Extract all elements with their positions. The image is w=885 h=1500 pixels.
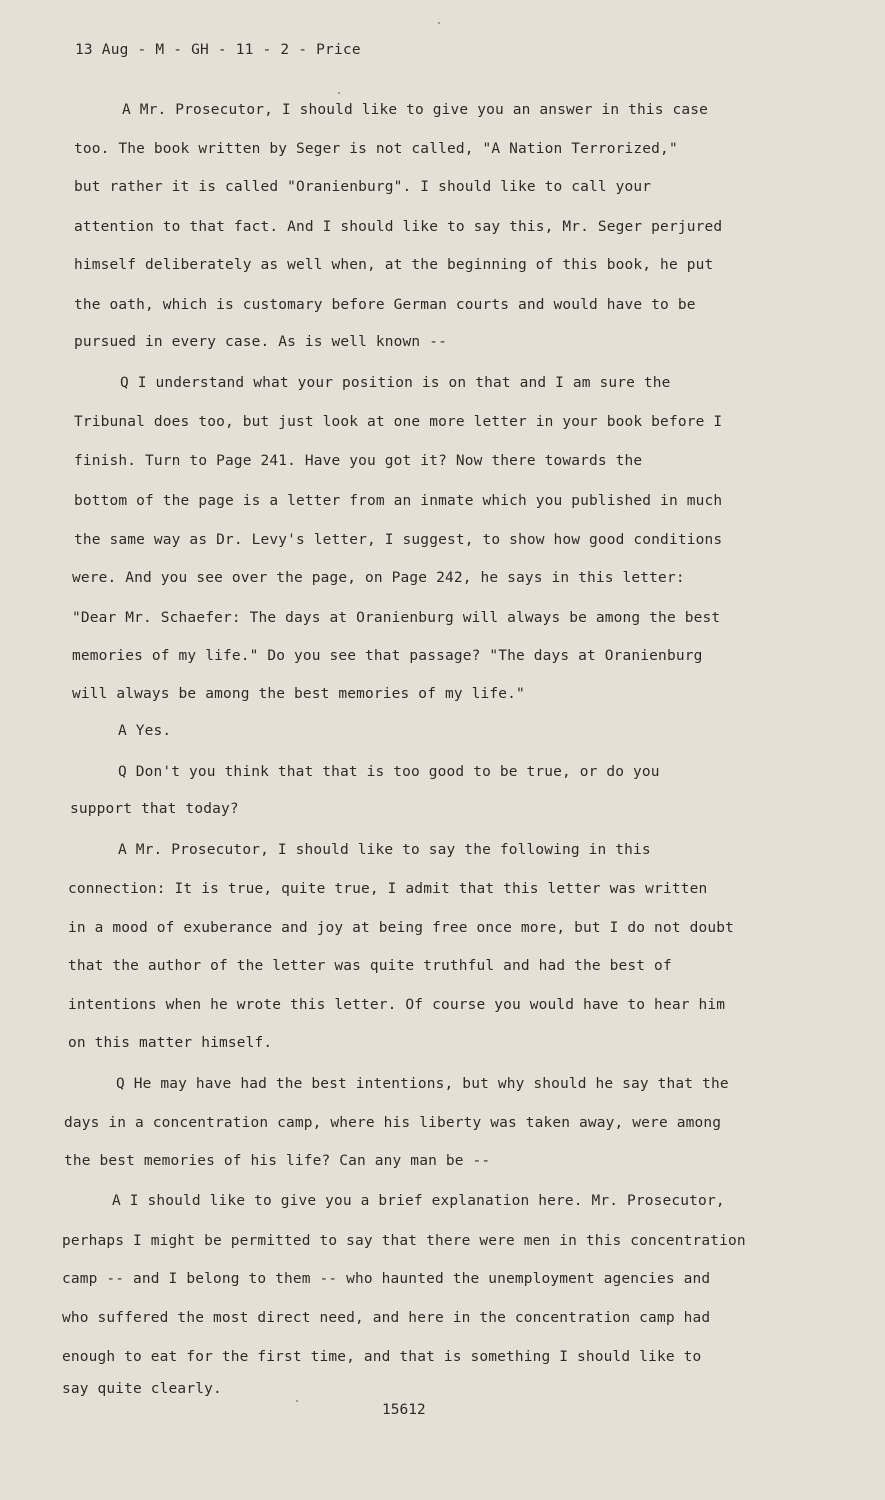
text-line: Q Don't you think that that is too good to be true, or do you — [118, 764, 660, 780]
text-line: in a mood of exuberance and joy at being free once more, but I do not doubt — [68, 920, 734, 936]
text-line: Tribunal does too, but just look at one more letter in your book before I — [74, 414, 723, 430]
text-line: perhaps I might be permitted to say that there were men in this concentration — [62, 1233, 746, 1249]
text-line: but rather it is called "Oranienburg". I should like to call your — [74, 179, 652, 195]
text-line: on this matter himself. — [68, 1035, 273, 1051]
text-line: the best memories of his life? Can any man be -- — [64, 1153, 491, 1169]
text-line: memories of my life." Do you see that passage? "The days at Oranienburg — [72, 648, 703, 664]
text-line: "Dear Mr. Schaefer: The days at Oranienburg will always be among the best — [72, 610, 721, 626]
text-line: himself deliberately as well when, at the beginning of this book, he put — [74, 257, 714, 273]
text-line: camp -- and I belong to them -- who haunted the unemployment agencies and — [62, 1271, 711, 1287]
text-line: A Yes. — [118, 723, 172, 739]
text-line: enough to eat for the first time, and that is something I should like to — [62, 1349, 702, 1365]
text-line: A I should like to give you a brief explanation here. Mr. Prosecutor, — [112, 1193, 725, 1209]
text-line: the same way as Dr. Levy's letter, I suggest, to show how good conditions — [74, 532, 723, 548]
text-line: bottom of the page is a letter from an inmate which you published in much — [74, 493, 723, 509]
paper-speck — [296, 1400, 298, 1402]
text-line: intentions when he wrote this letter. Of course you would have to hear him — [68, 997, 726, 1013]
paper-speck — [338, 92, 340, 94]
text-line: finish. Turn to Page 241. Have you got it? Now there towards the — [74, 453, 643, 469]
text-line: A Mr. Prosecutor, I should like to say the following in this — [118, 842, 651, 858]
text-line: attention to that fact. And I should like to say this, Mr. Seger perjured — [74, 219, 723, 235]
page-number: 15612 — [382, 1402, 426, 1418]
text-line: who suffered the most direct need, and here in the concentration camp had — [62, 1310, 711, 1326]
text-line: the oath, which is customary before German courts and would have to be — [74, 297, 696, 313]
page-header: 13 Aug - M - GH - 11 - 2 - Price — [75, 42, 361, 58]
text-line: say quite clearly. — [62, 1381, 222, 1397]
text-line: Q I understand what your position is on that and I am sure the — [120, 375, 671, 391]
text-line: pursued in every case. As is well known -- — [74, 334, 447, 350]
text-line: days in a concentration camp, where his liberty was taken away, were among — [64, 1115, 722, 1131]
text-line: were. And you see over the page, on Page 242, he says in this letter: — [72, 570, 685, 586]
text-line: will always be among the best memories of my life." — [72, 686, 525, 702]
text-line: that the author of the letter was quite truthful and had the best of — [68, 958, 672, 974]
paper-speck — [438, 22, 440, 24]
text-line: connection: It is true, quite true, I admit that this letter was written — [68, 881, 708, 897]
text-line: support that today? — [70, 801, 239, 817]
text-line: Q He may have had the best intentions, but why should he say that the — [116, 1076, 729, 1092]
text-line: A Mr. Prosecutor, I should like to give you an answer in this case — [122, 102, 709, 118]
text-line: too. The book written by Seger is not called, "A Nation Terrorized," — [74, 141, 678, 157]
